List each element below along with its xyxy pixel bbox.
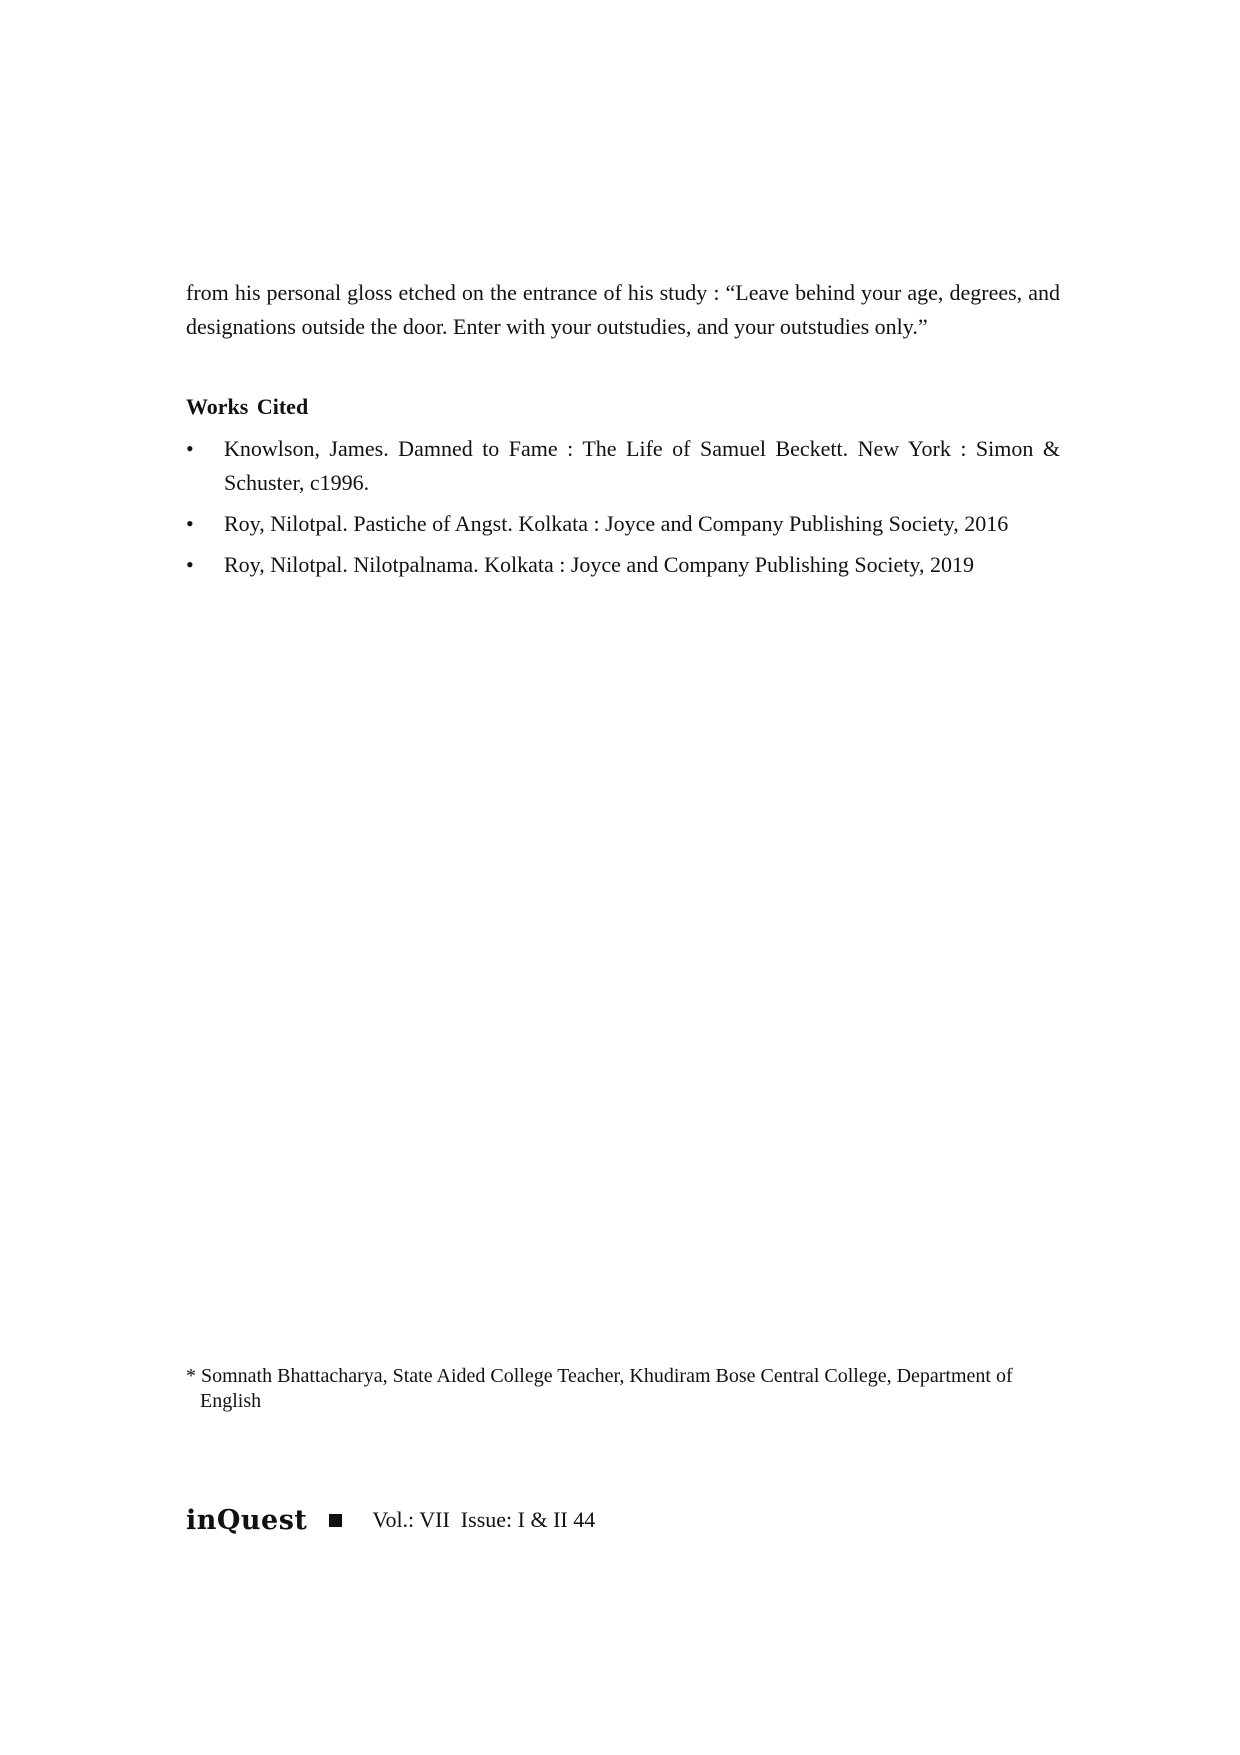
footnote-line-1: * Somnath Bhattacharya, State Aided College Teacher, Khudiram Bose Central College, Department of <box>186 1365 1013 1387</box>
author-footnote <box>186 1364 1066 1414</box>
works-cited-entry <box>186 548 1060 582</box>
square-separator-icon <box>329 1514 342 1527</box>
page-footer <box>186 1500 595 1540</box>
works-cited-entry <box>186 507 1060 541</box>
journal-logo: inQuest <box>186 1504 308 1536</box>
bullet-icon: • <box>186 436 194 461</box>
works-cited-heading: Works Cited <box>186 394 309 419</box>
works-cited-entry <box>186 432 1060 500</box>
works-cited-entry-text: Roy, Nilotpal. Pastiche of Angst. Kolkata : Joyce and Company Publishing Society, 2016 <box>224 511 1009 536</box>
works-cited-entry-text: Knowlson, James. Damned to Fame : The Life of Samuel Beckett. New York : Simon & Schuster, c1996. <box>224 436 1060 495</box>
footer-volume-issue-page: Vol.: VII Issue: I & II 44 <box>372 1507 596 1532</box>
footnote-line-2: English <box>200 1390 262 1412</box>
bullet-icon: • <box>186 511 194 536</box>
works-cited-entry-text: Roy, Nilotpal. Nilotpalnama. Kolkata : Joyce and Company Publishing Society, 2019 <box>224 552 974 577</box>
works-cited-list <box>186 432 1060 589</box>
body-paragraph: from his personal gloss etched on the entrance of his study : “Leave behind your age, degrees, and designations outside the door. Enter with your outstudies, and your outstudies only.” <box>186 280 1060 339</box>
bullet-icon: • <box>186 552 194 577</box>
